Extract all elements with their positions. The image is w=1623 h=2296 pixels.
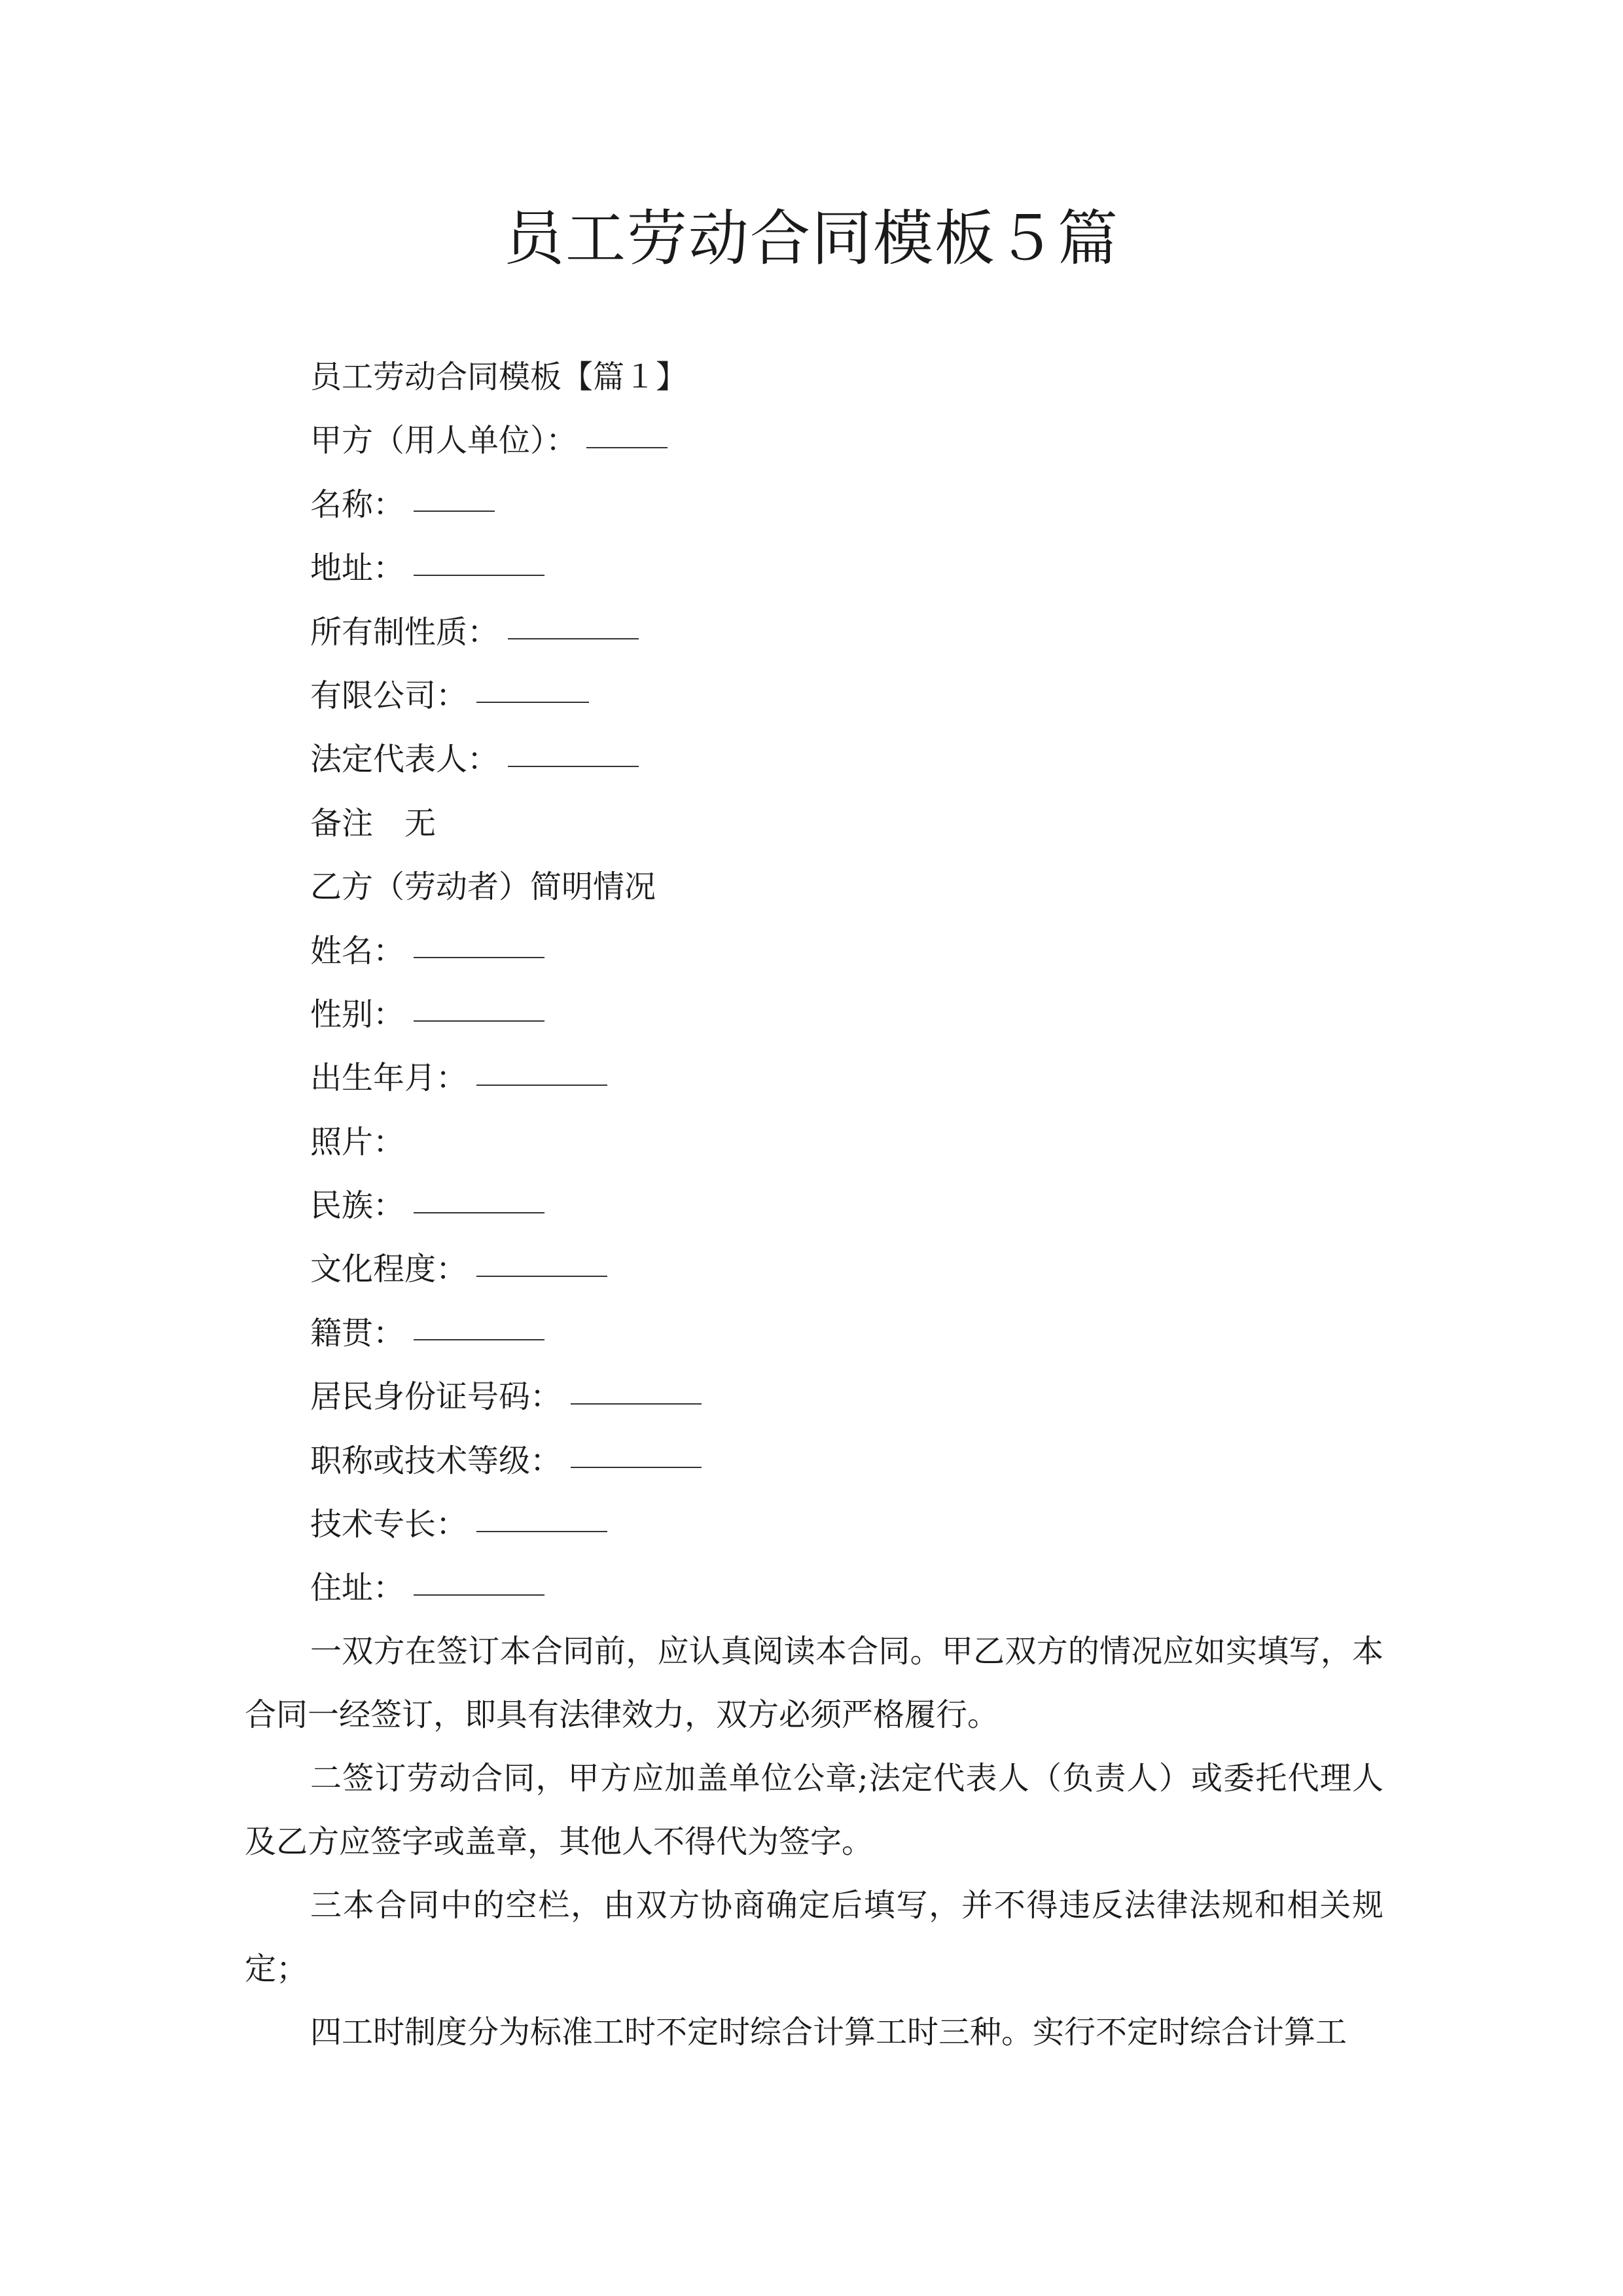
fill-blank bbox=[414, 1330, 544, 1340]
field-label: 甲方（用人单位）： bbox=[310, 422, 578, 459]
fill-blank bbox=[586, 438, 668, 448]
fill-blank bbox=[414, 1011, 544, 1022]
fill-blank bbox=[476, 692, 589, 703]
field-employee-name bbox=[310, 920, 1383, 983]
field-gender bbox=[310, 983, 1383, 1047]
field-label: 乙方（劳动者）简明情况 bbox=[310, 869, 656, 906]
field-label: 所有制性质： bbox=[310, 613, 499, 651]
field-label: 性别： bbox=[310, 996, 405, 1033]
field-label: 住址： bbox=[310, 1570, 405, 1607]
document-title: 员工劳动合同模板５篇 bbox=[503, 204, 1119, 274]
field-label: 姓名： bbox=[310, 932, 405, 969]
field-specialty bbox=[310, 1493, 1383, 1556]
field-label: 有限公司： bbox=[310, 677, 468, 714]
field-ownership bbox=[310, 601, 1383, 664]
paragraph: 二签订劳动合同，甲方应加盖单位公章;法定代表人（负责人）或委托代理人及乙方应签字或盖章，其他人不得代为签字。 bbox=[245, 1760, 1383, 1860]
field-label: 名称： bbox=[310, 486, 405, 523]
fill-blank bbox=[414, 1585, 544, 1596]
field-label: 居民身份证号码： bbox=[310, 1378, 562, 1416]
field-label: 照片： bbox=[310, 1123, 405, 1160]
paragraph: 一双方在签订本合同前，应认真阅读本合同。甲乙双方的情况应如实填写，本合同一经签订，即具有法律效力，双方必须严格履行。 bbox=[245, 1633, 1383, 1733]
section-employee bbox=[310, 855, 1383, 919]
fill-blank bbox=[476, 1075, 607, 1086]
field-label: 员工劳动合同模板【篇１】 bbox=[310, 359, 688, 395]
field-label: 职称或技术等级： bbox=[310, 1442, 562, 1479]
field-remarks bbox=[310, 792, 1383, 855]
field-label: 籍贯： bbox=[310, 1314, 405, 1352]
contract-notes bbox=[245, 1620, 1383, 2064]
fill-blank bbox=[414, 948, 544, 958]
field-label: 技术专长： bbox=[310, 1506, 468, 1543]
fill-blank bbox=[476, 1266, 607, 1277]
fill-blank bbox=[571, 1458, 702, 1468]
field-company bbox=[310, 664, 1383, 728]
contract-field-list bbox=[310, 346, 1383, 1621]
field-label: 法定代表人： bbox=[310, 741, 499, 778]
fill-blank bbox=[414, 565, 544, 576]
fill-blank bbox=[414, 1203, 544, 1213]
field-employer bbox=[310, 409, 1383, 473]
fill-blank bbox=[571, 1394, 702, 1405]
field-id-number bbox=[310, 1365, 1383, 1429]
field-label: 出生年月： bbox=[310, 1060, 468, 1097]
field-legal-rep bbox=[310, 728, 1383, 791]
field-ethnicity bbox=[310, 1174, 1383, 1238]
field-education bbox=[310, 1238, 1383, 1301]
field-label: 文化程度： bbox=[310, 1251, 468, 1288]
field-photo bbox=[310, 1111, 1383, 1174]
field-title-grade bbox=[310, 1429, 1383, 1493]
fill-blank bbox=[508, 629, 639, 639]
paragraph: 三本合同中的空栏，由双方协商确定后填写，并不得违反法律法规和相关规定； bbox=[245, 1887, 1383, 1987]
field-label: 地址： bbox=[310, 550, 405, 587]
field-birth bbox=[310, 1047, 1383, 1110]
fill-blank bbox=[476, 1522, 607, 1532]
field-label: 民族： bbox=[310, 1187, 405, 1225]
fill-blank bbox=[508, 757, 639, 767]
field-address bbox=[310, 537, 1383, 600]
fill-blank bbox=[414, 501, 495, 512]
field-hometown bbox=[310, 1302, 1383, 1365]
field-name bbox=[310, 473, 1383, 537]
section-heading bbox=[310, 346, 1383, 409]
field-label: 备注 无 bbox=[310, 804, 437, 842]
paragraph: 四工时制度分为标准工时不定时综合计算工时三种。实行不定时综合计算工 bbox=[310, 2014, 1347, 2051]
field-residence bbox=[310, 1556, 1383, 1620]
